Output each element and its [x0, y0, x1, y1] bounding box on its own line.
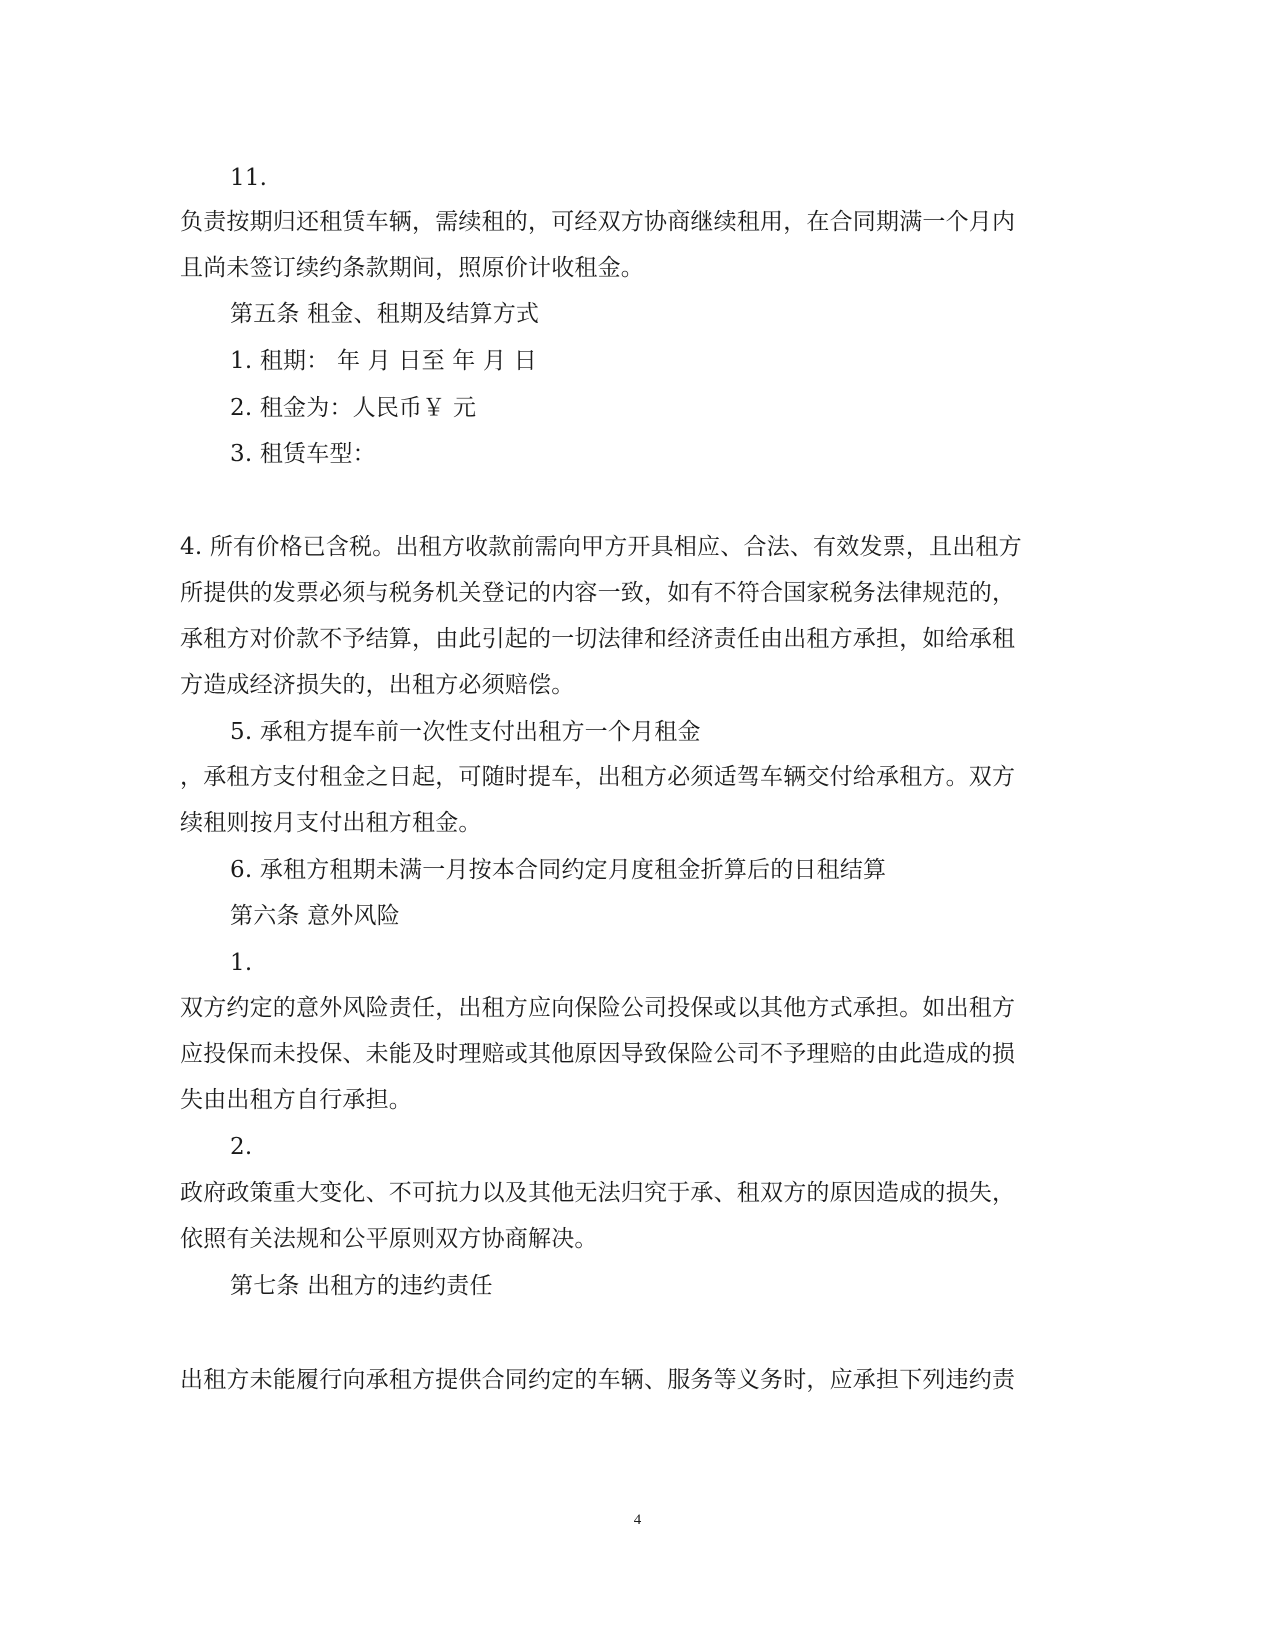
paragraph-line: 且尚未签订续约条款期间，照原价计收租金。 — [180, 255, 644, 281]
item-number: 11. — [230, 165, 268, 191]
page-number: 4 — [633, 1512, 642, 1528]
paragraph-line: 续租则按月支付出租方租金。 — [180, 810, 482, 836]
paragraph-line: 双方约定的意外风险责任，出租方应向保险公司投保或以其他方式承担。如出租方 — [180, 995, 1016, 1021]
clause-line: 1. 租期： 年 月 日至 年 月 日 — [230, 348, 537, 374]
clause-line: 6. 承租方租期未满一月按本合同约定月度租金折算后的日租结算 — [230, 857, 887, 883]
paragraph-line: ，承租方支付租金之日起，可随时提车，出租方必须适驾车辆交付给承租方。双方 — [180, 764, 1016, 790]
paragraph-line: 承租方对价款不予结算，由此引起的一切法律和经济责任由出租方承担，如给承租 — [180, 626, 1016, 652]
paragraph-line: 所提供的发票必须与税务机关登记的内容一致，如有不符合国家税务法律规范的， — [180, 580, 1016, 606]
paragraph-line: 应投保而未投保、未能及时理赔或其他原因导致保险公司不予理赔的由此造成的损 — [180, 1041, 1016, 1067]
paragraph-line: 失由出租方自行承担。 — [180, 1087, 412, 1113]
article-heading: 第六条 意外风险 — [230, 903, 400, 929]
paragraph-line: 出租方未能履行向承租方提供合同约定的车辆、服务等义务时，应承担下列违约责 — [180, 1367, 1016, 1393]
paragraph-line: 负责按期归还租赁车辆，需续租的，可经双方协商继续租用，在合同期满一个月内 — [180, 209, 1016, 235]
clause-line: 2. 租金为：人民币￥ 元 — [230, 395, 477, 421]
paragraph-line: 方造成经济损失的，出租方必须赔偿。 — [180, 672, 575, 698]
paragraph-line: 依照有关法规和公平原则双方协商解决。 — [180, 1226, 598, 1252]
clause-line: 5. 承租方提车前一次性支付出租方一个月租金 — [230, 719, 701, 745]
item-number: 2. — [230, 1134, 253, 1160]
paragraph-line: 4. 所有价格已含税。出租方收款前需向甲方开具相应、合法、有效发票，且出租方 — [180, 534, 1022, 560]
article-heading: 第七条 出租方的违约责任 — [230, 1273, 493, 1299]
clause-line: 3. 租赁车型： — [230, 441, 376, 467]
article-heading: 第五条 租金、租期及结算方式 — [230, 301, 540, 327]
paragraph-line: 政府政策重大变化、不可抗力以及其他无法归究于承、租双方的原因造成的损失， — [180, 1180, 1016, 1206]
item-number: 1. — [230, 950, 253, 976]
